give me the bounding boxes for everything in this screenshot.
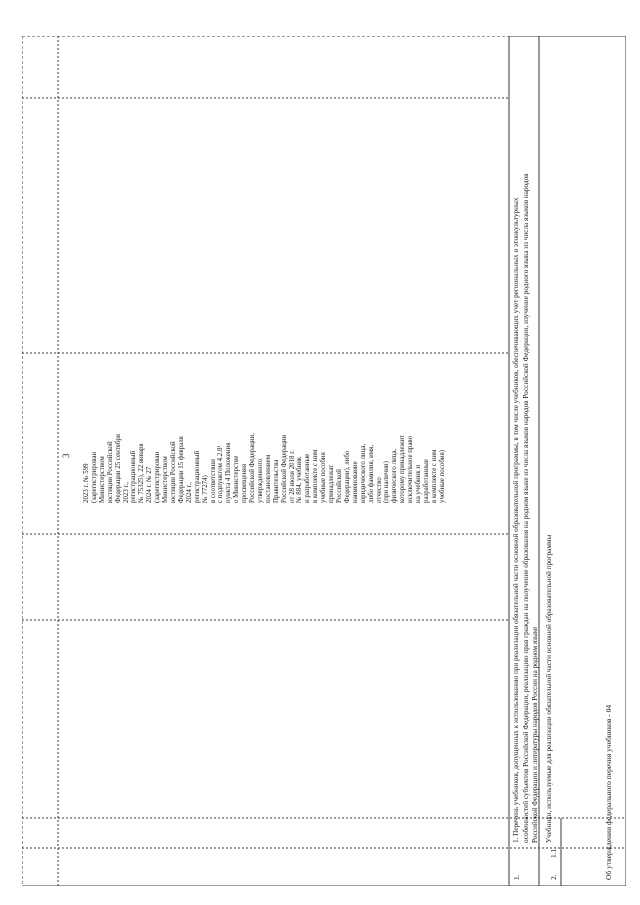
row-number-1: 1. xyxy=(512,874,521,880)
section-heading-line: 1. Перечень учебников, допущенных к использованию при реализации обязательной части основной образовательной программы, в том числе учебников, обеспечивающих учет региональных и этнокультурных xyxy=(512,197,520,843)
section-heading xyxy=(512,173,541,843)
subsection-heading-line: Учебники, используемые для реализации обязательной части основной образовательной программы xyxy=(545,534,553,843)
cell-line: Министерством xyxy=(98,456,106,503)
cell-line: № 77274) xyxy=(201,475,209,503)
cell-line: о Министерстве xyxy=(233,455,241,503)
cell-line: юридического лица, xyxy=(359,443,367,503)
cell-line: Федерации), либо xyxy=(343,450,351,503)
cell-line: от 28 июля 2018 г. xyxy=(288,450,296,503)
cell-line: Правительства xyxy=(272,459,280,503)
cell-line: Российской Федерации xyxy=(280,434,288,503)
cell-line: постановлением xyxy=(264,454,272,503)
cell-line: пункта 4 Положения xyxy=(225,442,233,503)
cell-line: Министерством xyxy=(162,456,170,503)
cell-line: утвержденного xyxy=(256,458,264,503)
cell-line: (зарегистрирован xyxy=(90,451,98,503)
cell-line: Российской Федерации, xyxy=(249,433,257,503)
cell-line: Федерации 25 сентября xyxy=(114,434,122,503)
cell-line: (зарегистрирован xyxy=(154,451,162,503)
subsection-heading xyxy=(545,535,555,843)
cell-line: № 884, учебник xyxy=(296,456,304,503)
subrow-number: 1.1. xyxy=(549,846,558,858)
table-cell-text xyxy=(83,167,447,503)
row-number-2: 2. xyxy=(549,874,558,880)
cell-line: 2023 г., xyxy=(122,482,130,503)
cell-line: Российской xyxy=(336,469,343,503)
cell-line: на учебник и xyxy=(415,464,423,503)
cell-line: 2024 г. № 27 xyxy=(146,466,154,503)
cell-line: юстиции Российской xyxy=(169,441,177,503)
cell-line: исключительное право xyxy=(407,435,415,503)
page-footer: Об утверждении федерального перечня учебников - 04 xyxy=(604,704,613,880)
cell-line: разработанные xyxy=(422,459,430,503)
cell-line: просвещения xyxy=(241,464,249,503)
section-heading-line: особенностей субъектов Российской Федерации, реализацию прав граждан на получение образования на родном языке из числа языков народов Российской Федерации, изучение родного языка из числа языков народов xyxy=(521,173,530,843)
cell-line: которому принадлежит xyxy=(399,434,407,503)
cell-line: регистрационный xyxy=(130,450,138,503)
cell-line: в комплекте с ним xyxy=(312,449,320,503)
cell-line: регистрационный xyxy=(193,450,201,503)
cell-line: учебные пособия) xyxy=(438,449,446,503)
cell-line: учебные пособия xyxy=(320,452,328,503)
cell-line: 2024 г., xyxy=(185,482,193,503)
cell-line: принадлежат xyxy=(328,464,336,503)
cell-line: либо фамилия, имя, xyxy=(367,444,375,503)
cell-line: (при наличии) xyxy=(383,461,391,503)
page-number: 3 xyxy=(61,453,71,458)
cell-line: с подпунктом 4.2.8¹ xyxy=(217,445,225,503)
cell-line: 2023 г. № 599 xyxy=(83,463,90,503)
cell-line: в комплекте с ним xyxy=(430,449,438,503)
cell-line: физического лица, xyxy=(391,448,399,503)
cell-line: юстиции Российской xyxy=(106,441,114,503)
cell-line: Федерации 15 февраля xyxy=(177,436,185,503)
cell-line: наименование xyxy=(351,461,359,503)
cell-line: в соответствии xyxy=(209,459,217,503)
cell-line: № 75325), 22 января xyxy=(138,443,146,503)
section-heading-line: Российской Федерации и литературы народов России на родном языке xyxy=(531,626,540,843)
cell-line: отчество xyxy=(375,477,383,503)
cell-line: и разработанные xyxy=(304,453,312,503)
